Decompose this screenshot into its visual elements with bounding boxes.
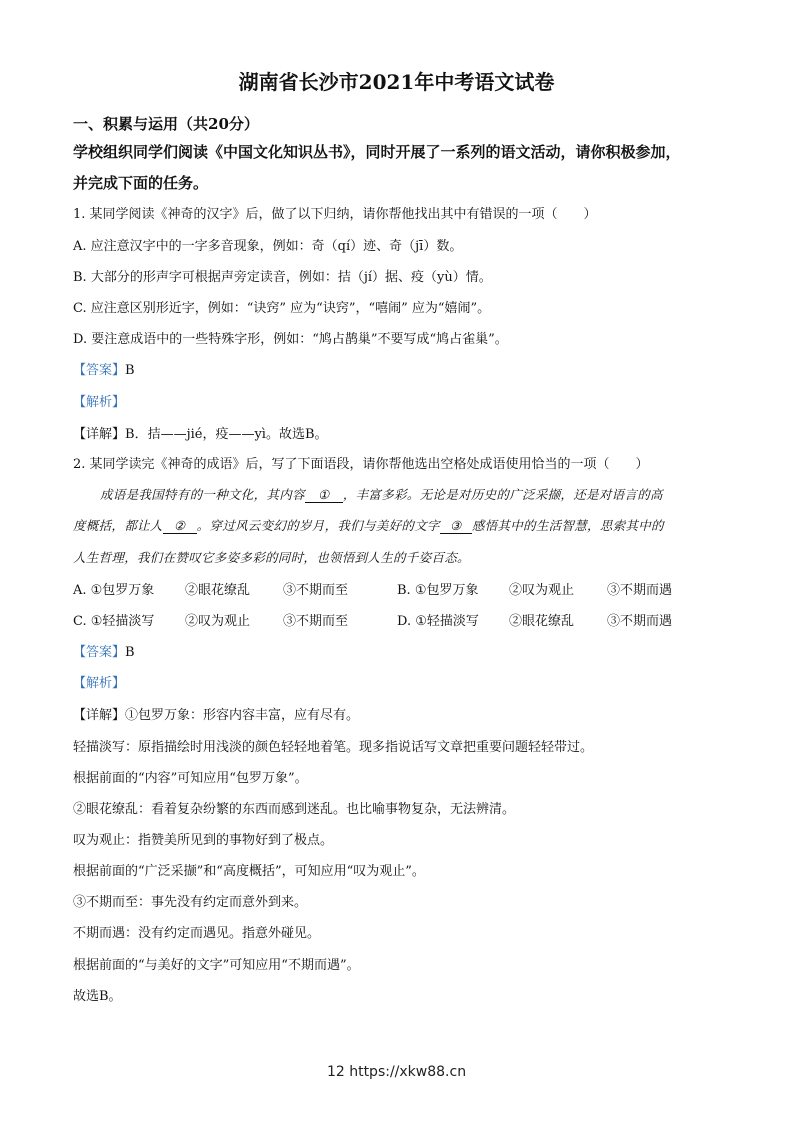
q1-detail — [73, 423, 328, 442]
q2-option-c-3: ③不期而至 — [283, 614, 349, 629]
section-heading: 一、积累与运用（共20分） — [73, 115, 259, 133]
q2-explanation-7: ③不期而至：事先没有约定而意外到来。 — [73, 895, 308, 910]
q2-options-row-1 — [73, 579, 672, 598]
q1-option-a: A. 应注意汉字中的一字多音现象，例如：奇（qí）迹、奇（jī）数。 — [73, 239, 463, 254]
q2-options-row-2 — [73, 610, 672, 629]
q2-option-a-2: ②眼花缭乱 — [185, 583, 251, 598]
intro-line-2: 并完成下面的任务。 — [73, 174, 209, 192]
q2-explanation-3: 根据前面的“内容”可知应用“包罗万象”。 — [73, 771, 308, 786]
blank-3: ③ — [440, 518, 472, 534]
page-title: 湖南省长沙市2021年中考语文试卷 — [238, 70, 555, 94]
q2-option-a-3: ③不期而至 — [283, 583, 349, 598]
q2-explanation-6: 根据前面的“广泛采撷”和“高度概括”，可知应用“叹为观止”。 — [73, 864, 425, 879]
passage-text: 感悟其中的生活智慧，思索其中的 — [471, 518, 664, 533]
passage-text: 。穿过风云变幻的岁月，我们与美好的文字 — [196, 518, 440, 533]
q2-answer — [73, 641, 135, 660]
q2-option-d-3: ③不期而遇 — [607, 614, 673, 629]
q2-option-a-1: A. ①包罗万象 — [73, 583, 155, 598]
q1-option-d: D. 要注意成语中的一些特殊字形，例如：“鸠占鹊巢”不要写成“鸠占雀巢”。 — [73, 332, 508, 347]
q2-explanation-5: 叹为观止：指赞美所见到的事物好到了极点。 — [73, 833, 334, 848]
detail-tag: 【详解】 — [73, 708, 126, 723]
answer-value: B — [125, 363, 135, 378]
q2-explanation-4: ②眼花缭乱：看着复杂纷繁的东西而感到迷乱。也比喻事物复杂，无法辨清。 — [73, 802, 516, 817]
q2-passage-line-2 — [73, 516, 664, 534]
q2-option-b-1: B. ①包罗万象 — [397, 583, 479, 598]
q2-explanation-9: 根据前面的“与美好的文字”可知应用“不期而遇”。 — [73, 958, 360, 973]
passage-text: 成语是我国特有的一种文化，其内容 — [100, 487, 305, 502]
page-footer: 12 https://xkw88.cn — [326, 1064, 467, 1080]
q2-analysis-tag: 【解析】 — [73, 676, 126, 691]
answer-tag: 【答案】 — [73, 645, 126, 660]
detail-text: B．拮——jié，疫——yì。故选B。 — [125, 427, 328, 442]
passage-text: 度概括，都让人 — [73, 518, 163, 533]
answer-tag: 【答案】 — [73, 363, 126, 378]
q2-explanation-10: 故选B。 — [73, 989, 122, 1004]
q1-option-c: C. 应注意区别形近字，例如：“诀窍” 应为“诀窍”，“嘻闹” 应为“嬉闹”。 — [73, 301, 491, 316]
explanation-text: ①包罗万象：形容内容丰富，应有尽有。 — [125, 708, 360, 723]
q2-stem: 2. 某同学读完《神奇的成语》后，写了下面语段，请你帮他选出空格处成语使用恰当的一项（ ） — [73, 457, 649, 472]
q2-passage-line-1 — [100, 485, 663, 503]
q2-option-d-2: ②眼花缭乱 — [509, 614, 575, 629]
q1-stem: 1. 某同学阅读《神奇的汉字》后，做了以下归纳，请你帮他找出其中有错误的一项（ ） — [73, 207, 597, 222]
q2-explanation-8: 不期而遇：没有约定而遇见。指意外碰见。 — [73, 926, 321, 941]
q2-option-c-1: C. ①轻描淡写 — [73, 614, 155, 629]
blank-2: ② — [163, 518, 197, 534]
q2-option-d-1: D. ①轻描淡写 — [397, 614, 479, 629]
intro-line-1: 学校组织同学们阅读《中国文化知识丛书》，同时开展了一系列的语文活动，请你积极参加， — [73, 143, 681, 161]
q1-analysis-tag: 【解析】 — [73, 395, 126, 410]
q2-explanation-2: 轻描淡写：原指描绘时用浅淡的颜色轻轻地着笔。现多指说话写文章把重要问题轻轻带过。 — [73, 740, 594, 755]
q1-answer — [73, 359, 135, 378]
detail-tag: 【详解】 — [73, 427, 126, 442]
blank-1: ① — [305, 487, 343, 503]
q2-option-c-2: ②叹为观止 — [185, 614, 251, 629]
passage-text: ，丰富多彩。无论是对历史的广泛采撷，还是对语言的高 — [342, 487, 663, 502]
q2-explanation-1 — [73, 704, 359, 723]
q2-option-b-3: ③不期而遇 — [607, 583, 673, 598]
q2-passage-line-3: 人生哲理，我们在赞叹它多姿多彩的同时，也领悟到人生的千姿百态。 — [73, 550, 470, 565]
answer-value: B — [125, 645, 135, 660]
q2-option-b-2: ②叹为观止 — [509, 583, 575, 598]
q1-option-b: B. 大部分的形声字可根据声旁定读音，例如：拮（jí）据、疫（yù）情。 — [73, 270, 492, 285]
